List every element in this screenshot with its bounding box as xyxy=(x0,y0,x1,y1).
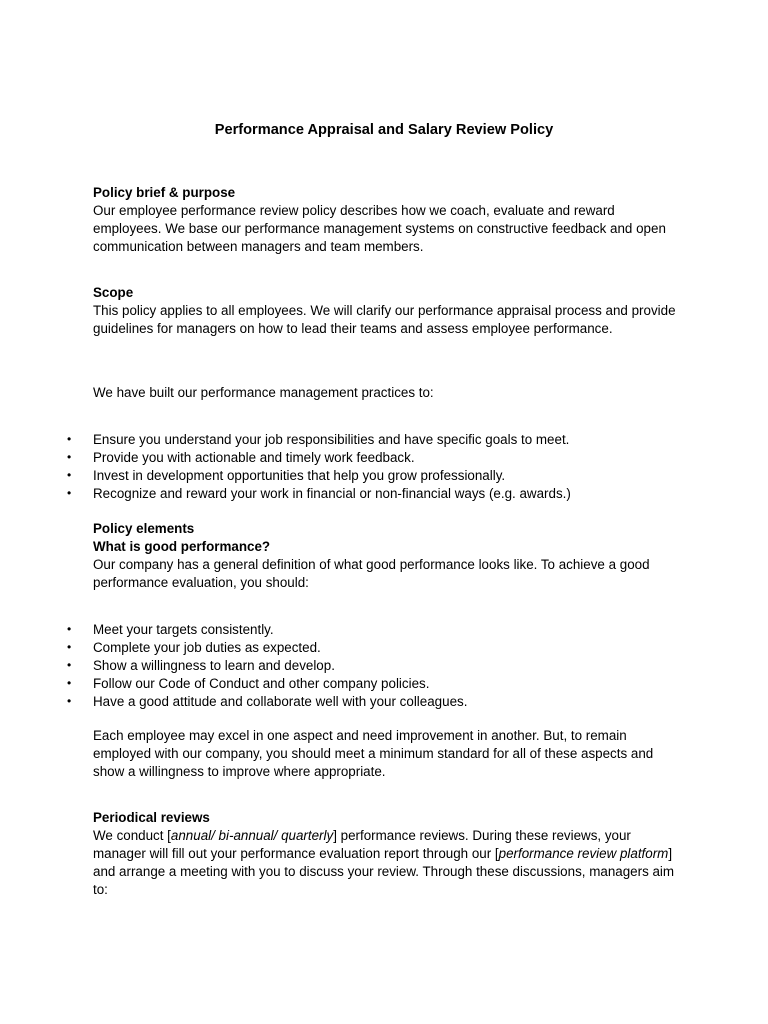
bullet-icon: • xyxy=(67,675,72,690)
intro-text: We have built our performance management practices to: xyxy=(93,385,434,400)
elements-closing xyxy=(93,727,683,781)
list-item: • Recognize and reward your work in financial or non-financial ways (e.g. awards.) xyxy=(67,485,571,501)
good-performance-list xyxy=(67,621,683,711)
placeholder-review-platform: performance review platform xyxy=(498,845,669,861)
bullet-icon: • xyxy=(67,657,72,672)
page-title: Performance Appraisal and Salary Review Policy xyxy=(214,122,554,138)
bullet-icon: • xyxy=(67,622,72,636)
section-body: This policy applies to all employees. We will clarify our performance appraisal process and provide guidelines for managers on how to lead their teams and assess employee performance. xyxy=(93,302,676,336)
practices-list xyxy=(67,431,683,503)
section-heading: Scope xyxy=(93,285,134,300)
placeholder-review-frequency: annual/ bi-annual/ quarterly xyxy=(170,827,334,843)
section-heading: Policy elements xyxy=(93,521,195,536)
bullet-icon: • xyxy=(67,639,72,654)
list-item: • Complete your job duties as expected. xyxy=(67,639,321,655)
section-policy-elements xyxy=(93,520,683,592)
section-heading: Policy brief & purpose xyxy=(93,185,236,200)
bullet-icon: • xyxy=(67,432,72,446)
section-body: Our employee performance review policy describes how we coach, evaluate and reward employees. We base our performance management systems on constructive feedback and open communication between managers and team members. xyxy=(93,202,666,254)
section-subheading: What is good performance? xyxy=(93,538,271,554)
closing-text: Each employee may excel in one aspect and need improvement in another. But, to remain employed with our company, you should meet a minimum standard for all of these aspects and show a willingness to improve where appropriate. xyxy=(93,728,654,779)
section-periodical-reviews xyxy=(93,809,683,899)
section-scope xyxy=(93,284,683,338)
bullet-icon: • xyxy=(67,485,72,500)
practices-intro xyxy=(93,384,683,402)
list-item: • Meet your targets consistently. xyxy=(67,622,274,637)
list-item: • Ensure you understand your job responsibilities and have specific goals to meet. xyxy=(67,432,570,447)
list-item: • Have a good attitude and collaborate well with your colleagues. xyxy=(67,693,468,709)
bullet-icon: • xyxy=(67,449,72,464)
section-heading: Periodical reviews xyxy=(93,810,210,825)
list-item: • Follow our Code of Conduct and other company policies. xyxy=(67,675,430,691)
bullet-icon: • xyxy=(67,693,72,708)
section-policy-brief xyxy=(93,184,683,256)
section-body: Our company has a general definition of what good performance looks like. To achieve a good performance evaluation, you should: xyxy=(93,556,650,590)
list-item: • Provide you with actionable and timely work feedback. xyxy=(67,449,415,465)
bullet-icon: • xyxy=(67,467,72,482)
list-item: • Show a willingness to learn and develop. xyxy=(67,657,335,673)
section-body: We conduct [annual/ bi-annual/ quarterly] performance reviews. During these reviews, your manager will fill out your performance evaluation report through our [performance review platform] and arrange a meeting with you to discuss your review. Through these discussions, managers aim to: xyxy=(93,827,675,897)
list-item: • Invest in development opportunities that help you grow professionally. xyxy=(67,467,506,483)
